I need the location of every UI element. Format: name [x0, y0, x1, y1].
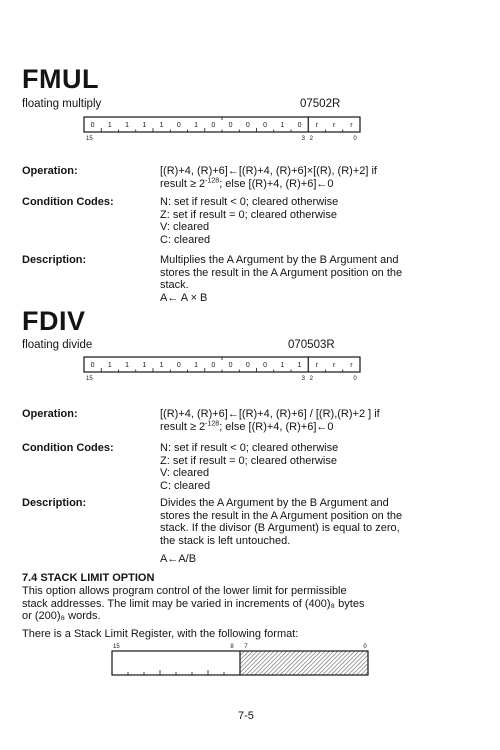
- slr-bit-number-0: 0: [363, 644, 367, 650]
- fdiv-bit-number-15: 15: [86, 376, 93, 382]
- fdiv-bit-4: 1: [280, 362, 285, 369]
- fmul-op-exponent: -128: [205, 176, 220, 184]
- fdiv-instruction-format: [82, 354, 362, 384]
- fmul-bit-11: 1: [159, 122, 164, 129]
- fdiv-bit-9: 1: [194, 362, 199, 369]
- fmul-bit-number-15: 15: [86, 136, 93, 142]
- slr-bit-number-7: 7: [244, 644, 248, 650]
- fmul-bit-number-3: 3: [301, 136, 305, 142]
- fmul-bit-number-0: 0: [353, 136, 357, 142]
- fmul-instruction-format: [82, 114, 362, 144]
- fmul-subtitle: floating multiply: [22, 98, 102, 110]
- fmul-op-else: ; else [(R)+4, (R)+6]←0: [219, 177, 334, 190]
- section-para1-line1: This option allows program control of the lower limit for permissible: [22, 585, 347, 597]
- fmul-operation-line1: [(R)+4, (R)+6]←[(R)+4, (R)+6]×[(R), (R)+2] if: [160, 165, 377, 177]
- fdiv-bit-1: r: [332, 362, 336, 369]
- fmul-bit-9: 1: [194, 122, 199, 129]
- fmul-desc-formula: A← A × B: [160, 291, 208, 304]
- fmul-bit-1: r: [332, 122, 336, 129]
- fmul-bit-3: 0: [297, 122, 302, 129]
- fmul-description-label: Description:: [22, 254, 87, 266]
- fmul-desc-line1: Multiplies the A Argument by the B Argument and: [160, 254, 399, 266]
- fmul-cc-n: N: set if result < 0; cleared otherwise: [160, 196, 339, 208]
- fdiv-cc-v: V: cleared: [160, 467, 210, 479]
- fmul-cc-z: Z: set if result = 0; cleared otherwise: [160, 208, 337, 221]
- fdiv-desc-line2: stores the result in the A Argument position on the: [160, 509, 403, 522]
- fmul-bit-0: r: [350, 122, 353, 129]
- fdiv-op-exponent: -128: [205, 419, 220, 427]
- fdiv-bit-0: r: [350, 362, 353, 369]
- fdiv-description-label: Description:: [22, 497, 87, 509]
- fdiv-cc-z: Z: set if result = 0; cleared otherwise: [160, 454, 337, 467]
- fdiv-opcode: 070503R: [288, 339, 335, 351]
- fmul-bit-7: 0: [228, 122, 233, 129]
- fmul-bit-13: 1: [125, 122, 130, 129]
- fdiv-cc-n: N: set if result < 0; cleared otherwise: [160, 442, 339, 454]
- fmul-bit-14: 1: [107, 122, 112, 129]
- stack-limit-register-diagram: [110, 641, 372, 677]
- fdiv-register-diagram: [82, 354, 362, 384]
- fmul-cc-c: C: cleared: [160, 233, 211, 246]
- fmul-operation-line2: [160, 178, 450, 191]
- section-paragraph-2: There is a Stack Limit Register, with the following format:: [22, 628, 299, 640]
- slr-reserved-hatched-field: [240, 651, 368, 675]
- fdiv-bit-number-0: 0: [353, 376, 357, 382]
- fmul-cc-v: V: cleared: [160, 221, 210, 233]
- page-number: 7-5: [238, 710, 254, 722]
- fmul-title: FMUL: [22, 64, 99, 94]
- fdiv-bit-11: 1: [159, 362, 164, 369]
- fmul-operation: [160, 165, 450, 190]
- fdiv-operation-line1: [(R)+4, (R)+6]←[(R)+4, (R)+6] / [(R),(R)+2 ] if: [160, 408, 380, 420]
- fdiv-bit-15: 0: [90, 362, 95, 369]
- fmul-bit-number-2: 2: [309, 136, 313, 142]
- fdiv-description: [160, 497, 460, 547]
- fdiv-op-else: ; else [(R)+4, (R)+6]←0: [219, 420, 334, 433]
- fdiv-bit-number-3: 3: [301, 376, 305, 382]
- fdiv-condition-codes: [160, 442, 450, 492]
- fmul-bit-4: 1: [280, 122, 285, 129]
- fdiv-bit-6: 0: [245, 362, 250, 369]
- section-paragraph-1: [22, 585, 462, 623]
- fmul-cc-label: Condition Codes:: [22, 196, 114, 208]
- fmul-operation-label: Operation:: [22, 165, 78, 177]
- fdiv-title: FDIV: [22, 306, 86, 336]
- fdiv-desc-line4: the stack is left untouched.: [160, 534, 291, 547]
- fdiv-bit-14: 1: [107, 362, 112, 369]
- section-para1-line3: or (200)₈ words.: [22, 610, 101, 622]
- fdiv-operation-label: Operation:: [22, 408, 78, 420]
- fmul-bit-15: 0: [90, 122, 95, 129]
- fdiv-formula: A←A/B: [160, 553, 197, 565]
- fmul-desc-line3: stack.: [160, 279, 189, 291]
- fdiv-cc-c: C: cleared: [160, 479, 211, 492]
- fdiv-bit-13: 1: [125, 362, 130, 369]
- fdiv-bit-number-2: 2: [309, 376, 313, 382]
- fmul-condition-codes: [160, 196, 450, 246]
- fmul-register-diagram: [82, 114, 362, 144]
- fdiv-bit-12: 1: [142, 362, 147, 369]
- fdiv-bit-2: r: [315, 362, 319, 369]
- fmul-bit-10: 0: [176, 122, 181, 129]
- fdiv-bit-5: 0: [263, 362, 268, 369]
- fdiv-desc-line1: Divides the A Argument by the B Argument and: [160, 497, 389, 509]
- fmul-opcode: 07502R: [300, 98, 341, 110]
- stack-limit-register: [110, 641, 372, 677]
- fmul-op-result: result ≥ 2: [160, 177, 206, 190]
- fdiv-bit-8: 0: [211, 362, 216, 369]
- fdiv-bit-7: 0: [228, 362, 233, 369]
- section-heading: 7.4 STACK LIMIT OPTION: [22, 572, 155, 584]
- fmul-bit-6: 0: [245, 122, 250, 129]
- fdiv-op-result: result ≥ 2: [160, 420, 206, 433]
- fdiv-bit-3: 1: [297, 362, 302, 369]
- section-para1-line2: stack addresses. The limit may be varied in increments of (400)₈ bytes: [22, 597, 365, 610]
- fmul-bit-8: 0: [211, 122, 216, 129]
- fmul-bit-5: 0: [263, 122, 268, 129]
- fdiv-operation: [160, 408, 460, 433]
- slr-bit-number-15: 15: [113, 644, 120, 650]
- fdiv-subtitle: floating divide: [22, 339, 93, 351]
- fmul-bit-12: 1: [142, 122, 147, 129]
- fdiv-bit-10: 0: [176, 362, 181, 369]
- fmul-bit-2: r: [315, 122, 319, 129]
- slr-bit-number-8: 8: [230, 644, 234, 650]
- fdiv-desc-line3: stack. If the divisor (B Argument) is equal to zero,: [160, 522, 400, 534]
- fmul-desc-line2: stores the result in the A Argument position on the: [160, 266, 403, 279]
- fmul-description: [160, 254, 450, 304]
- fdiv-operation-line2: [160, 421, 460, 434]
- fdiv-cc-label: Condition Codes:: [22, 442, 114, 454]
